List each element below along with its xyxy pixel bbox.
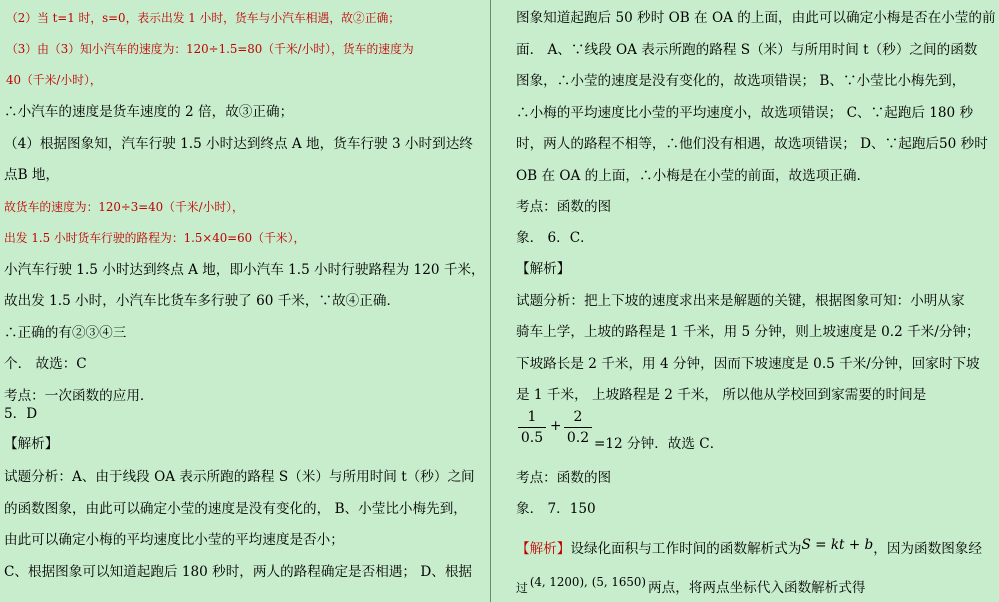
text-line: 出发 1.5 小时货车行驶的路程为：1.5×40=60（千米），	[4, 231, 306, 245]
fraction-denominator: 0.2	[566, 430, 590, 446]
coordinate: (4, 1200),	[529, 575, 588, 589]
formula: S = kt + b	[801, 537, 874, 553]
text-line: 时，两人的路程不相等，∴他们没有相遇，故选项错误； D、∵起跑后50 秒时	[516, 136, 988, 152]
section-heading: 【解析】	[4, 436, 59, 452]
text-line: 试题分析：把上下坡的速度求出来是解题的关键，根据图象可知：小明从家	[516, 293, 965, 309]
text-line: 的函数图象，由此可以确定小莹的速度是没有变化的， B、小莹比小梅先到，	[4, 501, 467, 517]
text-line: 下坡路长是 2 千米，用 4 分钟，因而下坡速度是 0.5 千米/分钟，回家时下坡	[516, 356, 980, 372]
fraction-denominator: 0.5	[520, 430, 544, 446]
fraction	[564, 408, 592, 447]
text-line: 故出发 1.5 小时，小汽车比货车多行驶了 60 千米，∵故④正确．	[4, 293, 401, 309]
text-line	[516, 539, 982, 559]
text-line: （3）由（3）知小汽车的速度为：120÷1.5=80（千米/小时），货车的速度为	[6, 42, 414, 56]
text-span: 设绿化面积与工作时间的函数解析式为	[570, 541, 802, 557]
text-line: 故货车的速度为：120÷3=40（千米/小时），	[4, 200, 244, 214]
text-line: ∴小汽车的速度是货车速度的 2 倍，故③正确；	[4, 104, 294, 120]
section-heading: 【解析】	[516, 541, 571, 557]
column-divider	[490, 0, 491, 602]
text-line: 图象知道起跑后 50 秒时 OB 在 OA 的上面，由此可以确定小梅是否在小莹的前	[516, 10, 996, 26]
text-line: C、根据图象可以知道起跑后 180 秒时，两人的路程确定是否相遇； D、根据	[4, 564, 473, 580]
text-line: （4）根据图象知，汽车行驶 1.5 小时达到终点 A 地，货车行驶 3 小时到达终	[4, 136, 473, 152]
text-line: 考点：一次函数的应用．	[4, 388, 154, 404]
text-line: 个． 故选：C	[4, 356, 87, 372]
fraction	[518, 408, 546, 447]
text-line: 是 1 千米， 上坡路程是 2 千米， 所以他从学校回到家需要的时间是	[516, 387, 927, 403]
text-line: 点B 地，	[4, 167, 60, 183]
text-line: 象． 6．C．	[516, 230, 594, 246]
fraction-bar	[518, 427, 546, 428]
text-line: 图象，∴小莹的速度是没有变化的，故选项错误； B、∵小莹比小梅先到，	[516, 73, 966, 89]
text-line: 5．D	[4, 406, 38, 422]
text-line: OB 在 OA 的上面，∴小梅是在小莹的前面，故选项正确.	[516, 168, 861, 184]
fraction-bar	[564, 427, 592, 428]
text-line: 小汽车行驶 1.5 小时达到终点 A 地，即小汽车 1.5 小时行驶路程为 120 千米，	[4, 262, 485, 278]
text-span: 过	[516, 581, 528, 595]
text-line: 考点：函数的图	[516, 470, 612, 486]
text-span: 两点，将两点坐标代入函数解析式得	[648, 580, 866, 596]
section-heading: 【解析】	[516, 261, 571, 277]
text-line: 面． A、∵线段 OA 表示所跑的路程 S（米）与所用时间 t（秒）之间的函数	[516, 42, 978, 58]
text-line: 骑车上学，上坡的路程是 1 千米，用 5 分钟，则上坡速度是 0.2 千米/分钟；	[516, 324, 980, 340]
text-line: 试题分析：A、由于线段 OA 表示所跑的路程 S（米）与所用时间 t（秒）之间	[4, 469, 475, 485]
text-line: （2）当 t=1 时，s=0，表示出发 1 小时，货车与小汽车相遇，故②正确；	[6, 11, 401, 25]
text-span: ，因为函数图象经	[873, 541, 982, 557]
text-line: ∴正确的有②③④三	[4, 325, 127, 341]
fraction-numerator: 1	[527, 409, 537, 425]
text-line: ∴小梅的平均速度比小莹的平均速度小，故选项错误； C、∵起跑后 180 秒	[516, 105, 974, 121]
fraction-numerator: 2	[573, 409, 583, 425]
text-line: 由此可以确定小梅的平均速度比小莹的平均速度是否小；	[4, 532, 344, 548]
text-line: 象． 7．150	[516, 501, 596, 517]
text-line: =12 分钟．故选 C．	[594, 436, 724, 452]
plus-sign: +	[550, 418, 562, 434]
text-line: 考点：函数的图	[516, 199, 612, 215]
coordinate: (5, 1650)	[591, 575, 647, 589]
text-line: 40（千米/小时），	[6, 73, 102, 87]
text-line	[516, 575, 866, 598]
